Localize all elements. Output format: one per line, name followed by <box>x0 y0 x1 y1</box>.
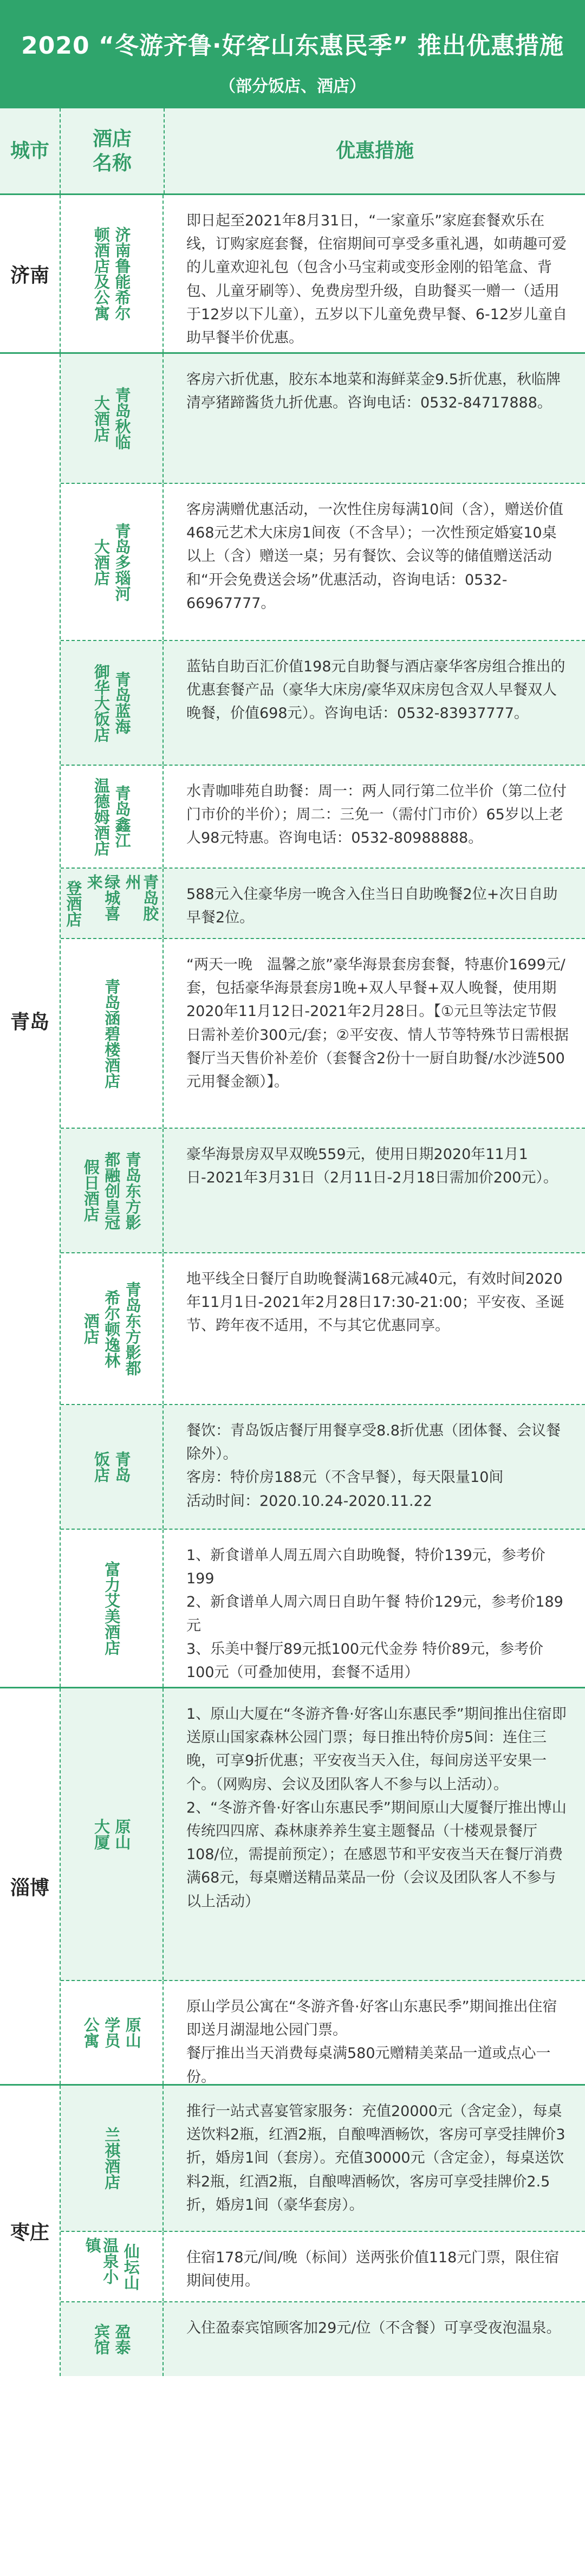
offer-detail: 餐饮：青岛饭店餐厅用餐享受8.8折优惠（团体餐、会议餐除外）。 客房：特价房188元（不含早餐），每天限量10间 活动时间：2020.10.24-2020.11.22 <box>186 1422 561 1510</box>
hotel-name <box>61 1253 164 1404</box>
hotel-name-col: 青岛东方影都 <box>123 1281 142 1376</box>
offer-detail: 推行一站式喜宴管家服务：充值20000元（含定金），每桌送饮料2瓶，红酒2瓶，自酿啤酒畅饮，客房可享受挂牌价3折，婚房1间（套房）。充值30000元（含定金），每桌送饮料2瓶，红酒2瓶，自酿啤酒畅饮，客房可享受挂牌价2.5折，婚房1间（豪华套房）。 <box>186 2103 566 2213</box>
table-row <box>61 2086 585 2232</box>
banner-title: 2020 “冬游齐鲁·好客山东惠民季” 推出优惠措施 <box>21 32 564 60</box>
offer-detail: 蓝钻自助百汇价值198元自助餐与酒店豪华客房组合推出的优惠套餐产品（豪华大床房/豪华双床房包含双人早餐双人晚餐，价值698元）。咨询电话：0532-83937777。 <box>186 658 566 722</box>
table-row <box>61 2302 585 2376</box>
offer-detail: 588元入住豪华房一晚含入住当日自助晚餐2位+次日自助早餐2位。 <box>186 886 558 927</box>
header-city: 城市 <box>0 108 61 193</box>
offer-detail: 入住盈泰宾馆顾客加29元/位（不含餐）可享受夜泡温泉。 <box>186 2320 561 2336</box>
offer-detail: 1、新食谱单人周五周六自助晚餐，特价139元，参考价199 2、新食谱单人周六周日自助午餐 特价129元，参考价189元 3、乐美中餐厅89元抵100元代金券 特价89元，参考价100元（可叠加使用，套餐不适用） <box>186 1547 563 1681</box>
city-cell: 青岛 <box>0 354 61 1687</box>
hotel-name-col: 仙坛山 <box>121 2243 140 2290</box>
group-qingdao <box>0 354 585 1688</box>
hotel-name-col: 绿城喜来 <box>84 874 121 921</box>
city-cell: 济南 <box>0 195 61 352</box>
table-row <box>61 1129 585 1253</box>
offer-detail: 地平线全日餐厅自助晚餐满168元减40元，有效时间2020年11月1日-2021年2月28日17:30-21:00；平安夜、圣诞节、跨年夜不适用，不与其它优惠同享。 <box>186 1271 564 1335</box>
offers-table <box>0 195 585 2376</box>
table-row <box>61 195 585 352</box>
table-row <box>61 1405 585 1530</box>
hotel-name <box>61 2086 164 2231</box>
hotel-name-col: 酒店 <box>81 1313 100 1344</box>
hotel-name-col: 青岛秋临 <box>113 387 132 450</box>
hotel-name-col: 学员 <box>102 2017 121 2048</box>
hotel-name <box>61 1405 164 1529</box>
table-header <box>0 108 585 195</box>
table-row <box>61 641 585 766</box>
hotel-name-col: 青岛东方影 <box>123 1151 142 1230</box>
table-row <box>61 869 585 939</box>
offer-detail: 即日起至2021年8月31日，“一家童乐”家庭套餐欢乐在线，订购家庭套餐，住宿期间可享受多重礼遇，如萌趣可爱的儿童欢迎礼包（包含小马宝莉或变形金刚的铅笔盒、背包、儿童牙刷等）、免费房型升级，自助餐买一赠一（适用于12岁以下儿童），五岁以下儿童免费早餐、6-12岁儿童自助早餐半价优惠。 <box>186 212 568 346</box>
table-row <box>61 766 585 869</box>
table-row <box>61 1530 585 1687</box>
table-row <box>61 1253 585 1405</box>
hotel-name <box>61 354 164 483</box>
group-zibo <box>0 1688 585 2086</box>
city-cell: 枣庄 <box>0 2086 61 2376</box>
table-row <box>61 939 585 1129</box>
banner <box>0 0 585 108</box>
offer-detail: 1、原山大厦在“冬游齐鲁·好客山东惠民季”期间推出住宿即送原山国家森林公园门票；每日推出特价房5间：连住三晚，可享9折优惠；平安夜当天入住，每间房送平安果一个。（网购房、会议及团队客人不参与以上活动）。 2、“冬游齐鲁·好客山东惠民季”期间原山大厦餐厅推出博山传统四四席、森林康养养生宴主题餐品（十楼观景餐厅108/位，需提前预定）；在感恩节和平安夜当天在餐厅消费满68元，每桌赠送精品菜品一份（会议及团队客人不参与以上活动） <box>186 1706 567 1910</box>
offer-detail: 水青咖啡苑自助餐：周一：两人同行第二位半价（第二位付门市价的半价）；周二：三免一（需付门市价）65岁以上老人98元特惠。咨询电话：0532-80988888。 <box>186 783 567 847</box>
offer-detail: 原山学员公寓在“冬游齐鲁·好客山东惠民季”期间推出住宿即送月湖湿地公园门票。 餐厅推出当天消费每桌满580元赠精美菜品一道或点心一份。 <box>186 1998 557 2086</box>
hotel-name <box>61 766 164 868</box>
group-jinan <box>0 195 585 354</box>
table-row <box>61 1981 585 2084</box>
table-row <box>61 2232 585 2302</box>
hotel-name-col: 大酒店 <box>92 394 110 442</box>
hotel-name <box>61 1688 164 1980</box>
hotel-name-col: 济南鲁能希尔 <box>113 226 132 321</box>
city-cell: 淄博 <box>0 1688 61 2084</box>
hotel-name-col: 青岛多瑙河 <box>113 522 132 601</box>
hotel-name-col: 宾馆 <box>92 2323 110 2355</box>
hotel-name-col: 登酒店 <box>64 879 83 927</box>
rows <box>61 195 585 352</box>
header-offer: 优惠措施 <box>335 140 414 162</box>
table-row <box>61 1688 585 1981</box>
hotel-name-col: 大酒店 <box>92 538 110 586</box>
offer-detail: 客房六折优惠，胶东本地菜和海鲜菜金9.5折优惠，秋临牌清亭猪蹄酱货九折优惠。咨询电话：0532-84717888。 <box>186 371 561 412</box>
hotel-name-col: 盈泰 <box>113 2323 132 2355</box>
hotel-name-col: 顿酒店及公寓 <box>92 226 110 321</box>
hotel-name-col: 富力艾美酒店 <box>102 1561 121 1655</box>
hotel-name-col: 都融创皇冠 <box>102 1151 121 1230</box>
hotel-name-col: 饭店 <box>92 1451 110 1483</box>
header-hotel <box>61 108 165 193</box>
hotel-name <box>61 1530 164 1687</box>
banner-subtitle: （部分饭店、酒店） <box>219 77 366 96</box>
offer-detail: 豪华海景房双早双晚559元，使用日期2020年11月1日-2021年3月31日（2月11日-2月18日需加价200元）。 <box>186 1146 558 1187</box>
hotel-name-col: 青岛涵碧楼酒店 <box>102 978 121 1089</box>
hotel-name-col: 公寓 <box>81 2017 100 2048</box>
table-row <box>61 354 585 484</box>
hotel-name <box>61 1129 164 1252</box>
hotel-name <box>61 1981 164 2084</box>
offer-detail: “两天一晚 温馨之旅”豪华海景套房套餐，特惠价1699元/套，包括豪华海景套房1晚+双人早餐+双人晚餐，使用期2020年11月12日-2021年2月28日。【①元旦等法定节假日需补差价300元/套；②平安夜、情人节等特殊节日需根据餐厅当天售价补差价（套餐含2份十一厨自助餐/水沙涟500元用餐金额）】。 <box>186 956 569 1090</box>
hotel-name <box>61 869 164 938</box>
hotel-name-col: 青岛鑫江 <box>113 785 132 848</box>
hotel-name-col: 御华大饭店 <box>92 663 110 742</box>
table-row <box>61 484 585 641</box>
group-zaozhuang <box>0 2086 585 2376</box>
hotel-name <box>61 2302 164 2376</box>
hotel-name-col: 青岛胶州 <box>123 874 160 921</box>
hotel-name <box>61 484 164 640</box>
hotel-name <box>61 2232 164 2301</box>
hotel-name <box>61 641 164 765</box>
hotel-name-col: 假日酒店 <box>81 1159 100 1222</box>
hotel-name <box>61 195 164 352</box>
hotel-name-col: 青岛蓝海 <box>113 671 132 734</box>
rows <box>61 1688 585 2084</box>
hotel-name <box>61 939 164 1128</box>
hotel-name-col: 希尔顿逸林 <box>102 1289 121 1368</box>
header-hotel-label: 酒店名称 <box>92 127 132 174</box>
rows <box>61 354 585 1687</box>
hotel-name-col: 温泉小镇 <box>83 2237 120 2284</box>
offer-detail: 住宿178元/间/晚（标间）送两张价值118元门票，限住宿期间使用。 <box>186 2249 560 2290</box>
hotel-name-col: 兰祺酒店 <box>102 2127 121 2190</box>
rows <box>61 2086 585 2376</box>
hotel-name-col: 原山 <box>113 1818 132 1850</box>
hotel-name-col: 青岛 <box>113 1451 132 1483</box>
hotel-name-col: 原山 <box>123 2017 142 2048</box>
offer-detail: 客房满赠优惠活动，一次性住房每满10间（含），赠送价值468元艺术大床房1间夜（不含早）；一次性预定婚宴10桌以上（含）赠送一桌；另有餐饮、会议等的储值赠送活动和“开会免费送会场”优惠活动，咨询电话：0532-66967777。 <box>186 501 563 612</box>
hotel-name-col: 大厦 <box>92 1818 110 1850</box>
hotel-name-col: 温德姆酒店 <box>92 777 110 856</box>
